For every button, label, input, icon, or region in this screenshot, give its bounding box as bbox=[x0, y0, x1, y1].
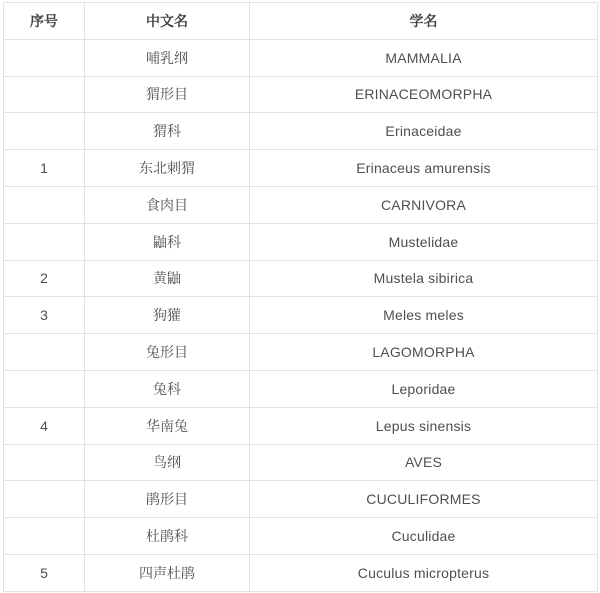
table-row bbox=[4, 481, 598, 518]
table-header bbox=[4, 3, 598, 40]
cell-chinese-name: 兔科 bbox=[85, 370, 250, 407]
cell-serial-number bbox=[4, 370, 85, 407]
cell-serial-number bbox=[4, 444, 85, 481]
cell-serial-number bbox=[4, 223, 85, 260]
cell-chinese-name: 鸟纲 bbox=[85, 444, 250, 481]
cell-chinese-name: 东北刺猬 bbox=[85, 150, 250, 187]
table-row bbox=[4, 186, 598, 223]
cell-serial-number: 1 bbox=[4, 150, 85, 187]
cell-scientific-name: Mustela sibirica bbox=[250, 260, 598, 297]
column-header-serial-number: 序号 bbox=[4, 3, 85, 40]
cell-serial-number bbox=[4, 518, 85, 555]
column-header-chinese-name: 中文名 bbox=[85, 3, 250, 40]
species-table bbox=[3, 2, 598, 592]
cell-chinese-name: 狗獾 bbox=[85, 297, 250, 334]
cell-scientific-name: Cuculus micropterus bbox=[250, 554, 598, 591]
cell-serial-number: 4 bbox=[4, 407, 85, 444]
cell-scientific-name: Lepus sinensis bbox=[250, 407, 598, 444]
table-body bbox=[4, 39, 598, 591]
cell-serial-number bbox=[4, 113, 85, 150]
cell-chinese-name: 鹃形目 bbox=[85, 481, 250, 518]
cell-scientific-name: Meles meles bbox=[250, 297, 598, 334]
cell-scientific-name: MAMMALIA bbox=[250, 39, 598, 76]
table-row bbox=[4, 297, 598, 334]
cell-scientific-name: Mustelidae bbox=[250, 223, 598, 260]
cell-scientific-name: CUCULIFORMES bbox=[250, 481, 598, 518]
cell-serial-number: 5 bbox=[4, 554, 85, 591]
table-row bbox=[4, 260, 598, 297]
cell-scientific-name: AVES bbox=[250, 444, 598, 481]
cell-scientific-name: ERINACEOMORPHA bbox=[250, 76, 598, 113]
cell-chinese-name: 杜鹃科 bbox=[85, 518, 250, 555]
table-row bbox=[4, 39, 598, 76]
cell-serial-number bbox=[4, 481, 85, 518]
table-row bbox=[4, 113, 598, 150]
table-row bbox=[4, 554, 598, 591]
cell-scientific-name: Leporidae bbox=[250, 370, 598, 407]
cell-chinese-name: 四声杜鹃 bbox=[85, 554, 250, 591]
cell-serial-number bbox=[4, 39, 85, 76]
table-row bbox=[4, 223, 598, 260]
cell-serial-number bbox=[4, 334, 85, 371]
table-row bbox=[4, 150, 598, 187]
table-row bbox=[4, 444, 598, 481]
cell-scientific-name: Cuculidae bbox=[250, 518, 598, 555]
cell-chinese-name: 华南兔 bbox=[85, 407, 250, 444]
cell-chinese-name: 兔形目 bbox=[85, 334, 250, 371]
cell-serial-number: 3 bbox=[4, 297, 85, 334]
table-row bbox=[4, 370, 598, 407]
column-header-scientific-name: 学名 bbox=[250, 3, 598, 40]
cell-serial-number bbox=[4, 186, 85, 223]
cell-serial-number bbox=[4, 76, 85, 113]
table-row bbox=[4, 518, 598, 555]
cell-serial-number: 2 bbox=[4, 260, 85, 297]
cell-chinese-name: 哺乳纲 bbox=[85, 39, 250, 76]
table-row bbox=[4, 334, 598, 371]
table-row bbox=[4, 76, 598, 113]
cell-chinese-name: 黄鼬 bbox=[85, 260, 250, 297]
table-row bbox=[4, 407, 598, 444]
header-row bbox=[4, 3, 598, 40]
cell-chinese-name: 猬科 bbox=[85, 113, 250, 150]
cell-scientific-name: Erinaceus amurensis bbox=[250, 150, 598, 187]
cell-scientific-name: Erinaceidae bbox=[250, 113, 598, 150]
cell-chinese-name: 食肉目 bbox=[85, 186, 250, 223]
cell-chinese-name: 鼬科 bbox=[85, 223, 250, 260]
cell-scientific-name: LAGOMORPHA bbox=[250, 334, 598, 371]
cell-scientific-name: CARNIVORA bbox=[250, 186, 598, 223]
cell-chinese-name: 猬形目 bbox=[85, 76, 250, 113]
